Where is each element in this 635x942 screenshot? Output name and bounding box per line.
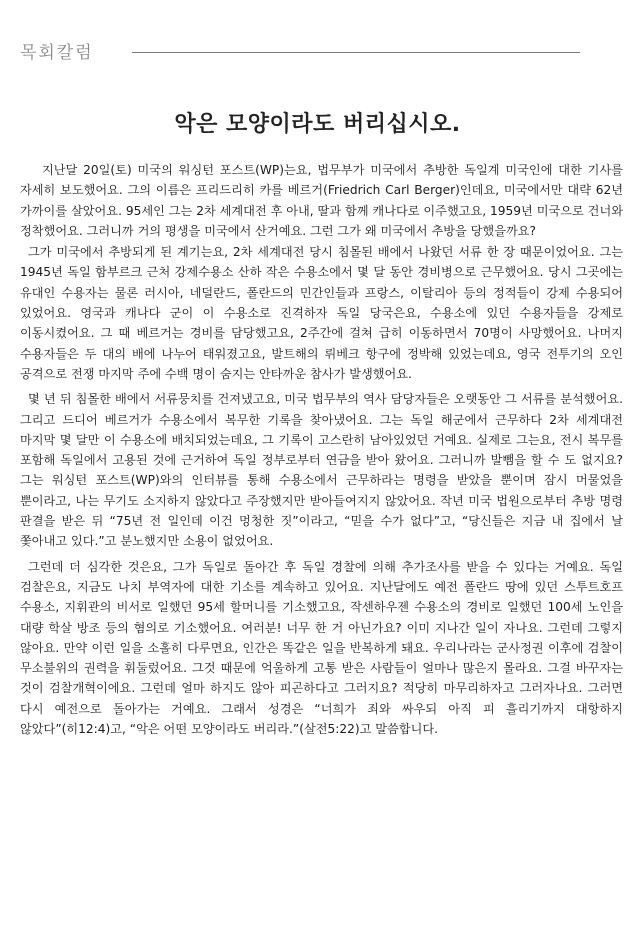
header-divider <box>132 52 580 53</box>
column-header <box>20 38 580 62</box>
paragraph-2: 그가 미국에서 추방되게 된 계기는요, 2차 세계대전 당시 침몰된 배에서 나왔던 서류 한 장 때문이었어요. 그는 1945년 독일 함부르크 근처 강제수용소 산하 작은 수용소에서 몇 달 동안 경비병으로 근무했어요. 당시 그곳에는 유대인 수용자는 물론 러시아, 네덜란드, 폴란드의 민간인들과 프랑스, 이탈리아 등의 정적들이 강제 수용되어 있었어요. 영국과 캐나다 군이 이 수용소로 진격하자 독일 당국은요, 수용소에 있던 수용자들을 강제로 이동시켰어요. 그 때 베르거는 경비를 담당했고요, 2주간에 걸쳐 급히 이동하면서 70명이 사망했어요. 나머지 수용자들은 두 대의 배에 나누어 태워졌고요, 발트해의 뤼베크 항구에 정박해 있었는데요, 영국 전투기의 오인 공격으로 전쟁 마지막 주에 수백 명이 숨지는 안타까운 참사가 발생했어요. <box>20 245 623 381</box>
section-label: 목회칼럼 <box>20 43 94 63</box>
paragraph-3: 몇 년 뒤 침몰한 배에서 서류뭉치를 건져냈고요, 미국 법무부의 역사 담당자들은 오랫동안 그 서류를 분석했어요. 그리고 드디어 베르거가 수용소에서 복무한 기록을 찾아냈어요. 그는 독일 해군에서 근무하다 2차 세계대전 마지막 몇 달만 이 수용소에 배치되었는데요, 그 기록이 고스란히 남아있었던 거예요. 실제로 그는요, 전시 복무를 포함해 독일에서 고용된 것에 근거하여 독일 정부로부터 연금을 받아 왔어요. 그러니까 발뺌을 할 수 도 없지요? 그는 워싱턴 포스트(WP)와의 인터뷰를 통해 수용소에서 근무하라는 명령을 받았을 뿐이며 잠시 머물었을 뿐이라고, 나는 무기도 소지하지 않았다고 주장했지만 받아들여지지 않았어요. 작년 미국 법원으로부터 추방 명령 판결을 받은 뒤 “75년 전 일인데 이건 멍청한 짓”이라고, “믿을 수가 없다”고, “당신들은 지금 내 집에서 날 쫓아내고 있다.”고 분노했지만 소용이 없었어요. <box>20 392 623 549</box>
paragraph-4: 그런데 더 심각한 것은요, 그가 독일로 돌아간 후 독일 경찰에 의해 추가조사를 받을 수 있다는 거예요. 독일 검찰은요, 지금도 나치 부역자에 대한 기소를 계속하고 있어요. 지난달에도 예전 폴란드 땅에 있던 스투트호프 수용소, 지휘관의 비서로 일했던 95세 할머니를 기소했고요, 작센하우젠 수용소의 경비로 일했던 100세 노인을 대량 학살 방조 등의 혐의로 기소했어요. 여러분! 너무 한 거 아닌가요? 이미 지나간 일이 자나요. 그런데 그렇지 않아요. 만약 이런 일을 소홀히 다루면요, 인간은 똑같은 일을 반복하게 돼요. 우리나라는 군사정권 이후에 검찰이 무소불위의 권력을 휘둘렀어요. 그것 때문에 억울하게 고통 받은 사람들이 얼마나 많은지 몰라요. 그걸 바꾸자는 것이 검찰개혁이에요. 그런데 얼마 하지도 않아 피곤하다고 그러지요? 적당히 마무리하자고 그러자나요. 그러면 다시 예전으로 돌아가는 거예요. 그래서 성경은 “너희가 죄와 싸우되 아직 피 흘리기까지 대항하지 않았다”(히12:4)고, “악은 어떤 모양이라도 버리라.”(살전5:22)고 말씀합니다. <box>20 559 623 737</box>
paragraph-1: 지난달 20일(토) 미국의 워싱턴 포스트(WP)는요, 법무부가 미국에서 추방한 독일계 미국인에 대한 기사를 자세히 보도했어요. 그의 이름은 프리드리히 카를 베르거(Friedrich Carl Berger)인데요, 미국에서만 대략 62년 가까이를 살았어요. 95세인 그는 2차 세계대전 후 아내, 딸과 함께 캐나다로 이주했고요, 1959년 미국으로 건너와 정착했어요. 그러니까 거의 평생을 미국에서 산거예요. 그런 그가 왜 미국에서 추방을 당했을까요? <box>20 163 623 238</box>
article-body <box>20 160 623 739</box>
article-title: 악은 모양이라도 버리십시오. <box>174 111 461 137</box>
